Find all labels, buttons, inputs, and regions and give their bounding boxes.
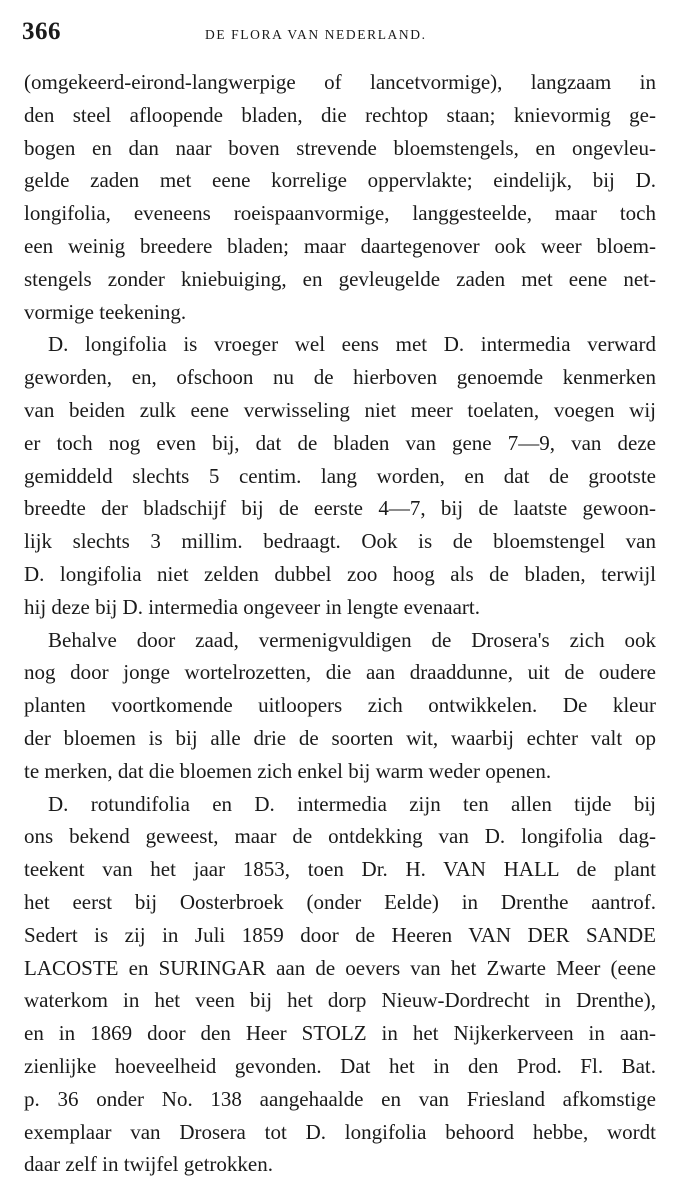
text-line: exemplaar van Drosera tot D. longifolia behoord hebbe, wordt (24, 1119, 656, 1144)
text-line: gemiddeld slechts 5 centim. lang worden, en dat de grootste (24, 463, 656, 488)
text-line: hij deze bij D. intermedia ongeveer in lengte evenaart. (24, 594, 480, 619)
text-line: het eerst bij Oosterbroek (onder Eelde) in Drenthe aantrof. (24, 889, 656, 914)
text-line: Sedert is zij in Juli 1859 door de Heeren VAN DER SANDE (24, 922, 656, 947)
text-line: te merken, dat die bloemen zich enkel bij warm weder openen. (24, 758, 552, 783)
text-line: p. 36 onder No. 138 aangehaalde en van Friesland afkomstige (24, 1086, 656, 1111)
text-line: bogen en dan naar boven strevende bloemstengels, en ongevleu- (24, 135, 656, 160)
text-line: D. longifolia niet zelden dubbel zoo hoog als de bladen, terwijl (24, 561, 656, 586)
text-line: waterkom in het veen bij het dorp Nieuw-Dordrecht in Drenthe), (24, 988, 656, 1013)
text-line: gelde zaden met eene korrelige oppervlakte; eindelijk, bij D. (24, 168, 656, 193)
text-line: D. rotundifolia en D. intermedia zijn ten allen tijde bij (48, 791, 656, 816)
running-head (22, 18, 656, 48)
text-line: der bloemen is bij alle drie de soorten wit, waarbij echter valt op (24, 725, 656, 750)
text-line: stengels zonder kniebuiging, en gevleugelde zaden met eene net- (24, 266, 656, 291)
text-line: zienlijke hoeveelheid gevonden. Dat het in den Prod. Fl. Bat. (24, 1053, 656, 1078)
text-line: (omgekeerd-eirond-langwerpige of lancetvormige), langzaam in (24, 70, 656, 94)
text-line: nog door jonge wortelrozetten, die aan draaddunne, uit de oudere (24, 660, 656, 685)
text-line: geworden, en, ofschoon nu de hierboven genoemde kenmerken (24, 365, 656, 390)
text-line: vormige teekening. (24, 299, 187, 324)
text-line: een weinig breedere bladen; maar daartegenover ook weer bloem- (24, 233, 656, 258)
text-line: longifolia, eveneens roeispaanvormige, langgesteelde, maar toch (24, 201, 656, 226)
text-line: er toch nog even bij, dat de bladen van gene 7—9, van deze (24, 430, 656, 455)
text-line: daar zelf in twijfel getrokken. (24, 1152, 273, 1177)
text-line: teekent van het jaar 1853, toen Dr. H. VAN HALL de plant (24, 857, 656, 882)
text-line: planten voortkomende uitloopers zich ontwikkelen. De kleur (24, 693, 656, 718)
text-line: Behalve door zaad, vermenigvuldigen de Drosera's zich ook (48, 627, 656, 652)
text-line: van beiden zulk eene verwisseling niet meer toelaten, voegen wij (24, 397, 656, 422)
text-line: lijk slechts 3 millim. bedraagt. Ook is de bloemstengel van (24, 529, 656, 554)
text-line: breedte der bladschijf bij de eerste 4—7, bij de laatste gewoon- (24, 496, 656, 521)
text-line: D. longifolia is vroeger wel eens met D. intermedia verward (48, 332, 656, 357)
body-text (24, 66, 656, 1181)
text-line: LACOSTE en SURINGAR aan de oevers van het Zwarte Meer (eene (24, 955, 656, 980)
text-line: en in 1869 door den Heer STOLZ in het Nijkerkerveen in aan- (24, 1021, 656, 1046)
text-line: ons bekend geweest, maar de ontdekking van D. longifolia dag- (24, 824, 656, 849)
running-title: DE FLORA VAN NEDERLAND. (205, 27, 427, 42)
text-line: den steel afloopende bladen, die rechtop staan; knievormig ge- (24, 102, 656, 127)
page-number: 366 (22, 18, 61, 45)
